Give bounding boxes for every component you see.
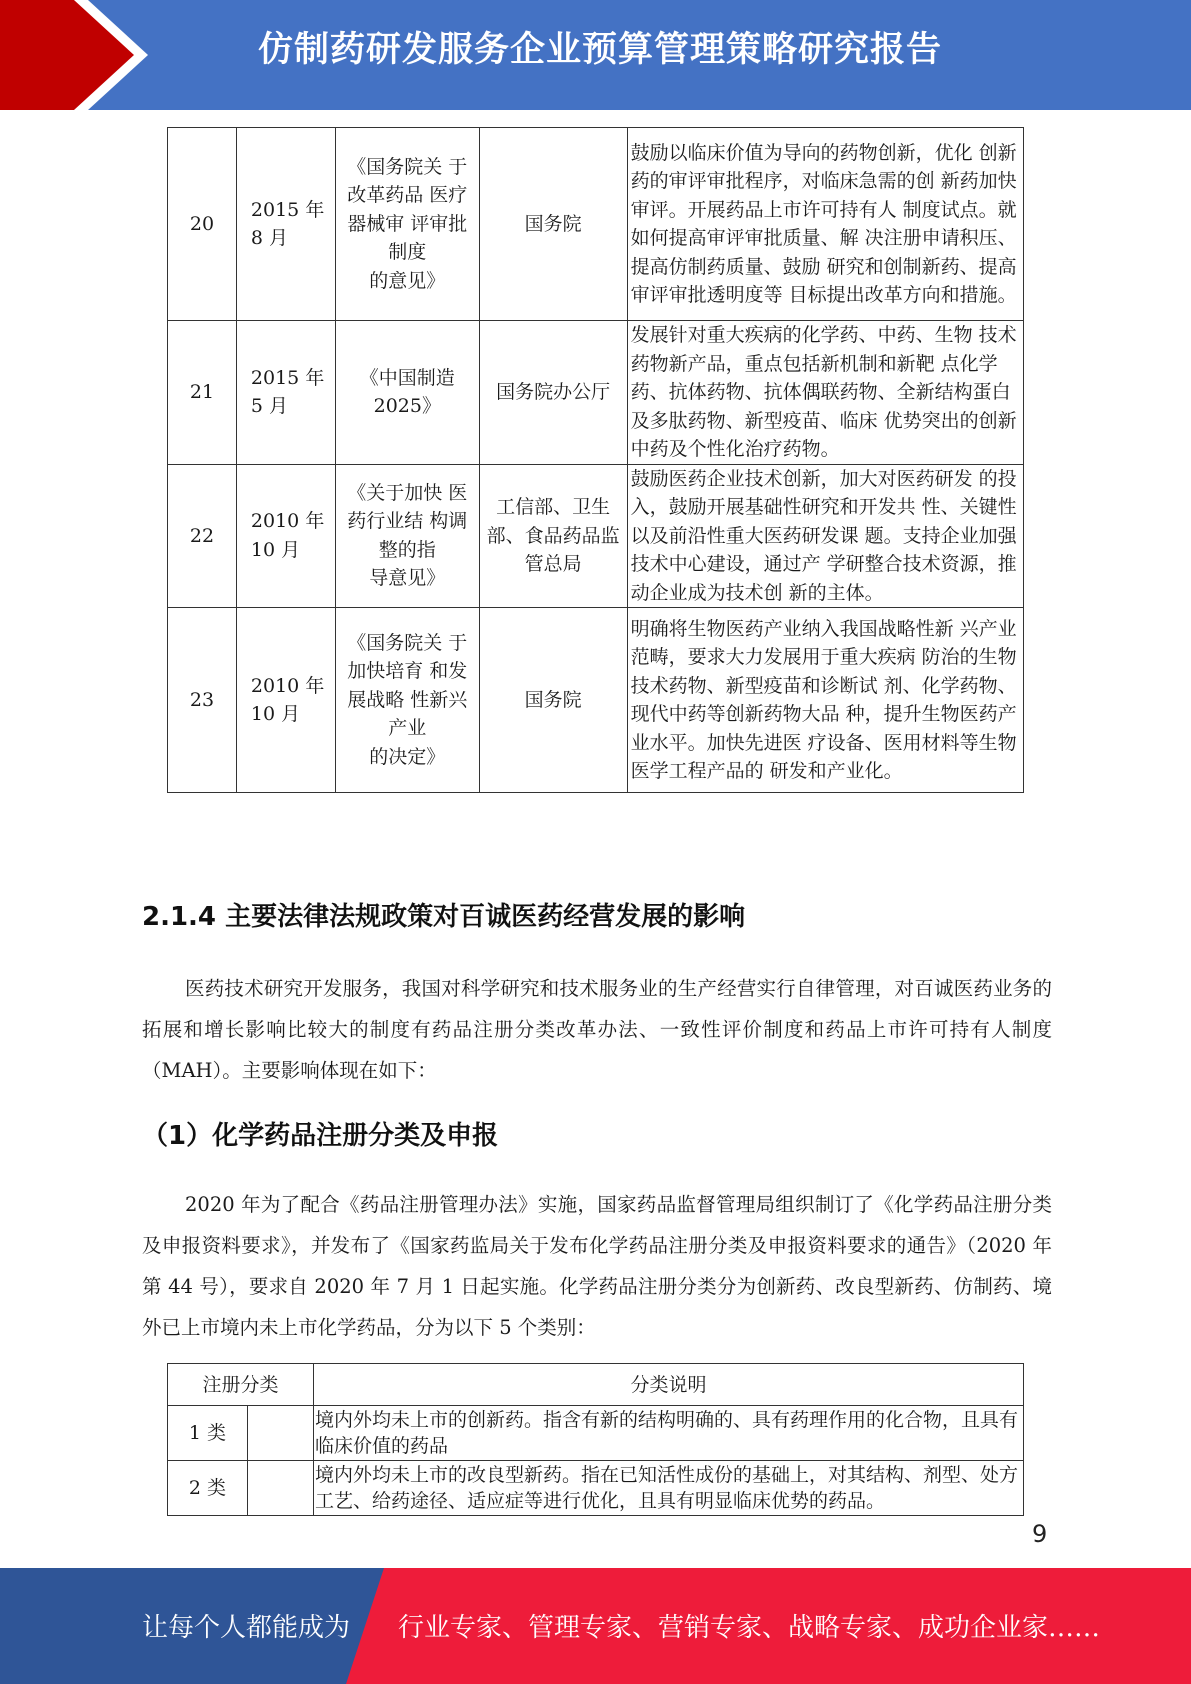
- header-category: 注册分类: [168, 1364, 314, 1406]
- policy-table: [167, 127, 1024, 793]
- section-paragraph: 医药技术研究开发服务，我国对科学研究和技术服务业的生产经营实行自律管理，对百诚医药业务的拓展和增长影响比较大的制度有药品注册分类改革办法、一致性评价制度和药品上市许可持有人制度（MAH）。主要影响体现在如下：: [142, 977, 1052, 1082]
- category-description: 境内外均未上市的创新药。指含有新的结构明确的、具有药理作用的化合物，且具有临床价值的药品: [314, 1406, 1024, 1461]
- row-content: 明确将生物医药产业纳入我国战略性新 兴产业范畴，要求大力发展用于重大疾病 防治的生物技术药物、新型疫苗和诊断试 剂、化学药物、现代中药等创新药物大品 种，提升生物医药产业水平。加快先进医 疗设备、医用材料等生物医学工程产品的 研发和产业化。: [627, 608, 1023, 793]
- subsection-paragraph: 2020 年为了配合《药品注册管理办法》实施，国家药品监督管理局组织制订了《化学药品注册分类及申报资料要求》，并发布了《国家药监局关于发布化学药品注册分类及申报资料要求的通告》（2020 年第 44 号），要求自 2020 年 7 月 1 日起实施。化学药品注册分类分为创新药、改良型新药、仿制药、境外已上市境内未上市化学药品，分为以下 5 个类别：: [142, 1193, 1052, 1339]
- row-date: 2015 年 8 月: [236, 128, 335, 321]
- row-number: 23: [168, 608, 237, 793]
- page-header: [0, 0, 1191, 110]
- category-label: 1 类: [168, 1406, 248, 1461]
- header-title: 仿制药研发服务企业预算管理策略研究报告: [258, 30, 943, 70]
- table-row: [168, 608, 1024, 793]
- row-department: 国务院: [479, 608, 627, 793]
- row-number: 22: [168, 464, 237, 608]
- category-description: 境内外均未上市的改良型新药。指在已知活性成份的基础上，对其结构、剂型、处方工艺、给药途径、适应症等进行优化，且具有明显临床优势的药品。: [314, 1461, 1024, 1516]
- category-table: [167, 1363, 1024, 1516]
- row-date: 2010 年 10 月: [236, 464, 335, 608]
- table-row: [168, 1461, 1024, 1516]
- table-row: [168, 321, 1024, 465]
- row-date: 2015 年 5 月: [236, 321, 335, 465]
- row-department: 国务院: [479, 128, 627, 321]
- page-number: 9: [1032, 1520, 1048, 1548]
- row-title: 《中国制造 2025》: [335, 321, 479, 465]
- section-heading: 2.1.4 主要法律法规政策对百诚医药经营发展的影响: [142, 902, 746, 932]
- row-number: 20: [168, 128, 237, 321]
- row-date: 2010 年 10 月: [236, 608, 335, 793]
- header-description: 分类说明: [314, 1364, 1024, 1406]
- category-sub: [248, 1461, 314, 1516]
- row-content: 鼓励医药企业技术创新，加大对医药研发 的投入，鼓励开展基础性研究和开发共 性、关键性以及前沿性重大医药研发课 题。支持企业加强技术中心建设，通过产 学研整合技术资源，推动企业成为技术创 新的主体。: [627, 464, 1023, 608]
- footer-slogan-right: 行业专家、管理专家、营销专家、战略专家、成功企业家……: [398, 1613, 1101, 1643]
- header-arrow-icon: [0, 0, 160, 110]
- row-title: 《国务院关 于 改革药品 医疗 器械审 评审批 制度 的意见》: [335, 128, 479, 321]
- table-row: [168, 128, 1024, 321]
- row-department: 工信部、卫生部、食品药品监管总局: [479, 464, 627, 608]
- subsection-heading: （1）化学药品注册分类及申报: [142, 1121, 499, 1151]
- table-header-row: [168, 1364, 1024, 1406]
- category-sub: [248, 1406, 314, 1461]
- row-title: 《国务院关 于 加快培育 和发 展战略 性新兴 产业 的决定》: [335, 608, 479, 793]
- footer-slogan-left: 让每个人都能成为: [142, 1613, 351, 1643]
- table-row: [168, 464, 1024, 608]
- row-content: 发展针对重大疾病的化学药、中药、生物 技术药物新产品，重点包括新机制和新靶 点化学药、抗体药物、抗体偶联药物、全新结构蛋白及多肽药物、新型疫苗、临床 优势突出的创新中药及个性化治疗药物。: [627, 321, 1023, 465]
- row-department: 国务院办公厅: [479, 321, 627, 465]
- page-footer: [0, 1568, 1191, 1684]
- category-label: 2 类: [168, 1461, 248, 1516]
- table-row: [168, 1406, 1024, 1461]
- row-title: 《关于加快 医 药行业结 构调 整的指 导意见》: [335, 464, 479, 608]
- row-number: 21: [168, 321, 237, 465]
- row-content: 鼓励以临床价值为导向的药物创新，优化 创新药的审评审批程序，对临床急需的创 新药加快审评。开展药品上市许可持有人 制度试点。就如何提高审评审批质量、解 决注册申请积压、提高仿制药质量、鼓励 研究和创制新药、提高审评审批透明度等 目标提出改革方向和措施。: [627, 128, 1023, 321]
